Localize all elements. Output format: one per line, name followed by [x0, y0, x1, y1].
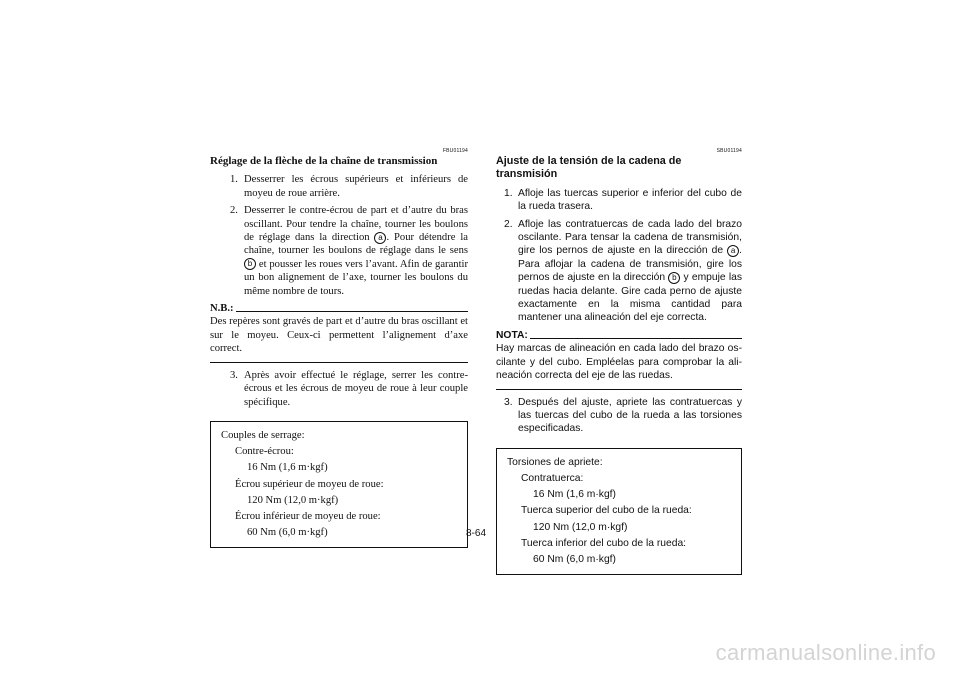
steps-list [210, 369, 468, 409]
note-heading: N.B.: [210, 302, 468, 315]
note-rule [530, 338, 742, 339]
step-item: 1. Afloje las tuercas superior e inferior del cubo de la rueda trasera. [504, 187, 742, 213]
steps-list [210, 173, 468, 298]
step-item: 3. Après avoir effectué le réglage, serrer les contre-écrous et les écrous de moyeu de roue à leur couple spécifique. [230, 369, 468, 408]
spec-label: Tuerca inferior del cubo de la rueda: [521, 537, 687, 549]
step-item: 3. Después del ajuste, apriete las contratuercas y las tuercas del cubo de la rueda a las torsiones especificadas. [504, 396, 742, 435]
spec-label: Écrou inférieur de moyeu de roue: [235, 510, 381, 522]
spanish-column [496, 148, 742, 575]
step-item: 1. Desserrer les écrous supérieurs et inférieurs de moyeu de roue arrière. [230, 174, 468, 199]
section-title: Ajuste de la tensión de la cadena de transmisión [496, 155, 682, 181]
page-number: 8-64 [466, 528, 487, 539]
circled-marker-b: b [668, 272, 680, 284]
step-item: 2. Afloje las contratuercas de cada lado del brazo oscilante. Para tensar la cadena de transmisión, gire los pernos de ajuste en la dirección de a . Para aflojar la cadena de transmisión, gire los pernos de ajuste en la dirección b y empuje las ruedas hacia delante. Gire cada perno de ajuste exactamente en la misma cantidad para mantener una alineación del eje correcta. [504, 218, 742, 324]
spec-value: 120 Nm (12,0 m·kgf) [247, 494, 339, 506]
spec-label: Contre-écrou: [235, 446, 294, 458]
note-rule [236, 311, 468, 312]
spec-label: Contratuerca: [521, 472, 584, 484]
circled-marker-a: a [727, 245, 739, 257]
torque-spec-box [210, 421, 468, 548]
note-text: Des repères sont gravés de part et d’autre du bras oscillant et sur le moyeu. Ceux-ci permettent l’alignement d’axe correct. [210, 315, 468, 362]
watermark: carmanualsonline.info [715, 640, 936, 665]
spec-value: 120 Nm (12,0 m·kgf) [533, 521, 628, 533]
spec-value: 60 Nm (6,0 m·kgf) [533, 553, 616, 565]
spec-label: Tuerca superior del cubo de la rueda: [521, 505, 692, 517]
spec-value: 60 Nm (6,0 m·kgf) [247, 527, 328, 539]
section-code: SBU01194 [716, 148, 742, 154]
spec-label: Écrou supérieur de moyeu de roue: [235, 478, 384, 490]
spec-heading: Couples de serrage: [221, 429, 305, 441]
steps-list [496, 396, 742, 436]
spec-heading: Torsiones de apriete: [507, 456, 603, 468]
torque-spec-box [496, 448, 742, 575]
spec-value: 16 Nm (1,6 m·kgf) [247, 462, 328, 474]
section-code: FBU01194 [442, 148, 468, 154]
circled-marker-b: b [244, 258, 256, 270]
french-column [210, 148, 468, 548]
step-item: 2. Desserrer le contre-écrou de part et d’autre du bras oscillant. Pour tendre la chaîne, tourner les boulons de réglage dans la direction a . Pour détendre la chaîne, tourner les boulons de réglage dans le sens b et pousser les roues vers l’avant. Afin de garantir un bon alignement de l’axe, tourner les boulons du même nombre de tours. [230, 205, 468, 297]
steps-list [496, 187, 742, 325]
circled-marker-a: a [374, 232, 386, 244]
note-text: Hay marcas de alineación en cada lado del brazo oscilante y del cubo. Empléelas para comprobar la alineación correcta del eje de las ruedas. [496, 342, 742, 389]
spec-value: 16 Nm (1,6 m·kgf) [533, 489, 616, 501]
section-title: Réglage de la flèche de la chaîne de transmission [210, 155, 438, 167]
note-heading: NOTA: [496, 329, 742, 342]
